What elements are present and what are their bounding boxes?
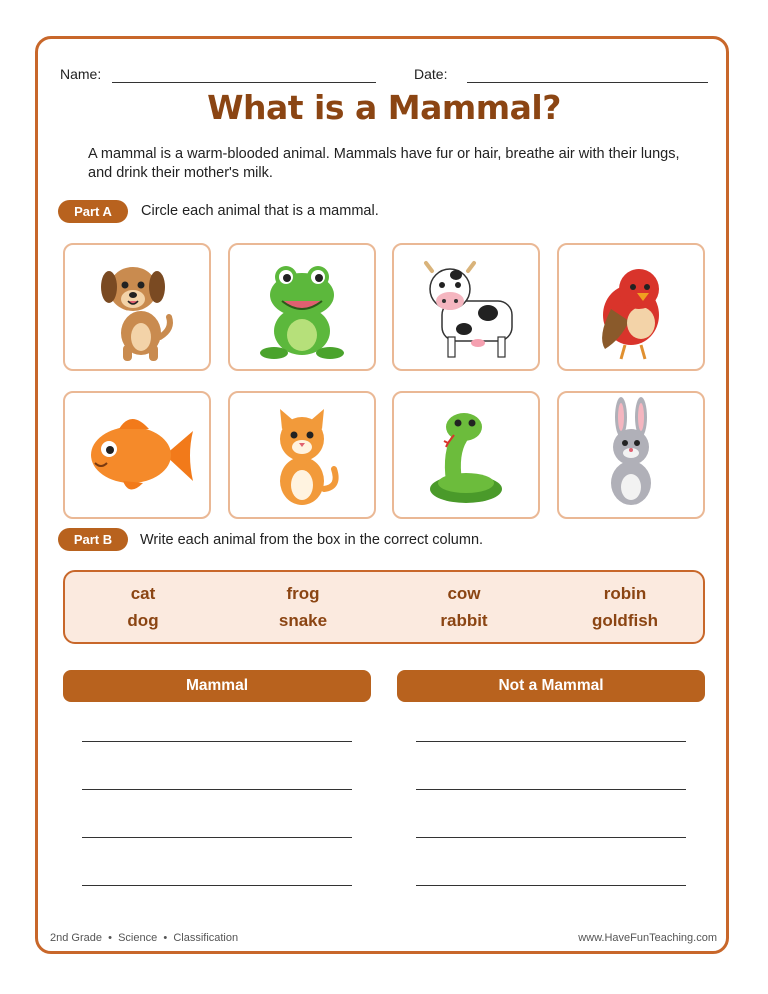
animal-card-rabbit[interactable] [557,391,705,519]
page-title: What is a Mammal? [207,88,561,127]
intro-text: A mammal is a warm-blooded animal. Mammals have fur or hair, breathe air with their lungs, and drink their mother's milk. [88,146,680,181]
date-label: Date: [414,66,448,82]
not-mammal-answer-line[interactable] [416,837,686,838]
mammal-answer-line[interactable] [82,741,352,742]
word-bank-item: snake [278,611,328,630]
snake-icon [394,393,538,517]
mammal-answer-line[interactable] [82,837,352,838]
bullet-icon: • [105,932,116,944]
not-mammal-column-header: Not a Mammal [397,670,705,702]
footer-tags [50,932,238,944]
animal-card-cat[interactable] [228,391,376,519]
part-a-badge: Part A [58,200,128,223]
word-bank-item: dog [127,611,159,630]
word-bank-item: rabbit [440,611,488,630]
name-field[interactable] [112,82,376,83]
word-bank-item: cow [447,584,481,603]
part-a-instruction: Circle each animal that is a mammal. [141,203,379,219]
footer-tag: 2nd Grade [50,932,102,944]
date-field[interactable] [467,82,708,83]
name-label: Name: [60,66,102,82]
mammal-answer-line[interactable] [82,885,352,886]
bullet-icon: • [160,932,171,944]
word-bank-item: cat [130,584,156,603]
not-mammal-answer-line[interactable] [416,789,686,790]
not-mammal-answer-line[interactable] [416,885,686,886]
not-mammal-answer-line[interactable] [416,741,686,742]
word-bank [63,570,705,644]
mammal-column-header: Mammal [63,670,371,702]
animal-card-cow[interactable] [392,243,540,371]
animal-card-goldfish[interactable] [63,391,211,519]
animal-card-robin[interactable] [557,243,705,371]
frog-icon [230,245,374,369]
word-bank-item: robin [603,584,647,603]
word-bank-item: frog [286,584,320,603]
cat-icon [230,393,374,517]
part-b-badge: Part B [58,528,128,551]
footer-site[interactable]: www.HaveFunTeaching.com [578,932,717,944]
footer-tag: Science [118,932,158,944]
goldfish-icon [65,393,209,517]
part-b-instruction: Write each animal from the box in the correct column. [140,532,484,548]
animal-card-snake[interactable] [392,391,540,519]
animal-card-dog[interactable] [63,243,211,371]
mammal-answer-line[interactable] [82,789,352,790]
cow-icon [394,245,538,369]
animal-card-frog[interactable] [228,243,376,371]
footer-tag: Classification [173,932,239,944]
rabbit-icon [559,393,703,517]
word-bank-item: goldfish [591,611,659,630]
robin-icon [559,245,703,369]
dog-icon [65,245,209,369]
